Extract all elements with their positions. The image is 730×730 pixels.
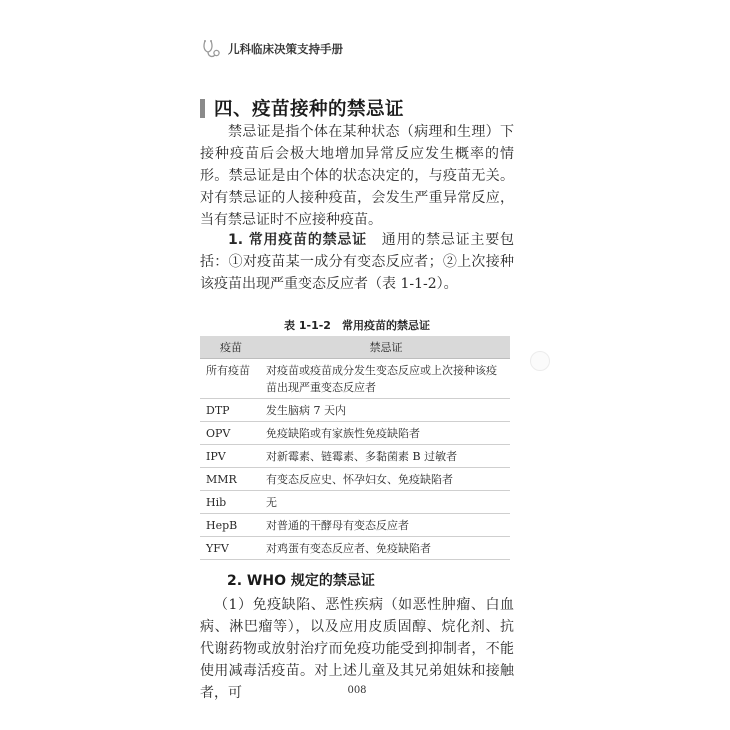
table-row: [200, 468, 510, 491]
paragraph-common-text: 通用的禁忌证主要包括：①对疫苗某一成分有变态反应者；②上次接种该疫苗出现严重变态反应者（表 1-1-2）。: [200, 232, 514, 292]
paragraph-who-contraindications: （1）免疫缺陷、恶性疾病（如恶性肿瘤、白血病、淋巴瘤等），以及应用皮质固醇、烷化剂、抗代谢药物或放射治疗而免疫功能受到抑制者，不能使用减毒活疫苗。对上述儿童及其兄弟姐妹和接触者，可: [200, 597, 514, 701]
title-bar-decoration: [200, 99, 205, 118]
contraindication-cell: 对新霉素、链霉素、多黏菌素 B 过敏者: [262, 445, 510, 468]
vaccine-cell: MMR: [200, 468, 262, 491]
section-heading: [200, 95, 404, 121]
table-row: [200, 537, 510, 560]
vaccine-cell: OPV: [200, 422, 262, 445]
section-title: 四、疫苗接种的禁忌证: [214, 99, 405, 120]
vaccine-cell: 所有疫苗: [200, 359, 262, 399]
page-number: 008: [347, 685, 367, 696]
contraindication-cell: 对普通的干酵母有变态反应者: [262, 514, 510, 537]
vaccine-cell: Hib: [200, 491, 262, 514]
contraindication-cell: 有变态反应史、怀孕妇女、免疫缺陷者: [262, 468, 510, 491]
table-row: [200, 422, 510, 445]
table-row: [200, 359, 510, 399]
table-row: [200, 514, 510, 537]
stethoscope-icon: [200, 38, 222, 60]
column-header-contraindication: 禁忌证: [262, 336, 510, 359]
contraindication-table: [200, 336, 510, 560]
paragraph-definition: 禁忌证是指个体在某种状态（病理和生理）下接种疫苗后会极大地增加异常反应发生概率的情形。禁忌证是由个体的状态决定的，与疫苗无关。对有禁忌证的人接种疫苗，会发生严重异常反应，当有禁忌证时不应接种疫苗。: [200, 124, 514, 228]
vaccine-cell: YFV: [200, 537, 262, 560]
contraindication-cell: 对疫苗或疫苗成分发生变态反应或上次接种该疫苗出现严重变态反应者: [262, 359, 510, 399]
watermark-circle: [530, 351, 550, 371]
vaccine-cell: DTP: [200, 399, 262, 422]
running-title: 儿科临床决策支持手册: [228, 42, 343, 56]
table-header-row: [200, 336, 510, 359]
table-caption: 表 1-1-2 常用疫苗的禁忌证: [284, 319, 430, 332]
vaccine-cell: HepB: [200, 514, 262, 537]
column-header-vaccine: 疫苗: [200, 336, 262, 359]
paragraph-common-contraindications: [200, 229, 514, 295]
subheading-common-vaccines: 1. 常用疫苗的禁忌证: [228, 232, 367, 248]
running-header: [200, 38, 343, 60]
contraindication-cell: 无: [262, 491, 510, 514]
contraindication-cell: 免疫缺陷或有家族性免疫缺陷者: [262, 422, 510, 445]
table-row: [200, 399, 510, 422]
table-row: [200, 491, 510, 514]
table-row: [200, 445, 510, 468]
subheading-who: 2. WHO 规定的禁忌证: [227, 573, 375, 589]
vaccine-cell: IPV: [200, 445, 262, 468]
contraindication-cell: 对鸡蛋有变态反应者、免疫缺陷者: [262, 537, 510, 560]
contraindication-cell: 发生脑病 7 天内: [262, 399, 510, 422]
